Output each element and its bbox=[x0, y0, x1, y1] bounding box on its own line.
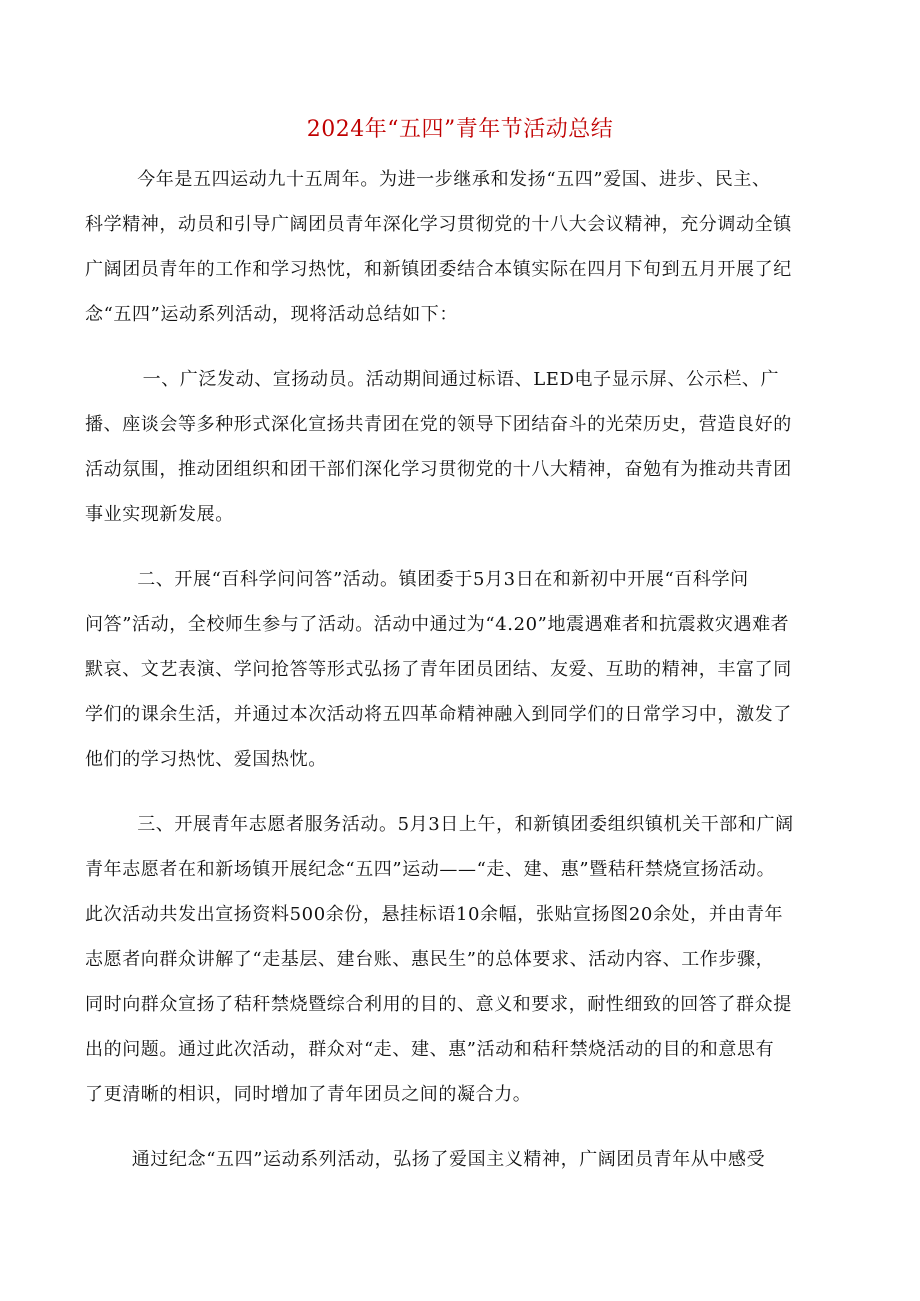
text-line: 学们的课余生活，并通过本次活动将五四革命精神融入到同学们的日常学习中，激发了 bbox=[85, 704, 792, 725]
text-line: 出的问题。通过此次活动，群众对“走、建、惠”活动和秸秆禁烧活动的目的和意思有 bbox=[85, 1039, 775, 1060]
text-line: 此次活动共发出宣扬资料500余份，悬挂标语10余幅，张贴宣扬图20余处，并由青年 bbox=[85, 904, 784, 925]
text-line: 播、座谈会等多种形式深化宣扬共青团在党的领导下团结奋斗的光荣历史，营造良好的 bbox=[85, 414, 792, 435]
text-line: 活动氛围，推动团组织和团干部们深化学习贯彻党的十八大精神，奋勉有为推动共青团 bbox=[85, 459, 792, 480]
text-line: 广阔团员青年的工作和学习热忱，和新镇团委结合本镇实际在四月下旬到五月开展了纪 bbox=[85, 259, 792, 280]
text-line: 志愿者向群众讲解了“走基层、建台账、惠民生”的总体要求、活动内容、工作步骤， bbox=[85, 949, 775, 970]
text-line: 三、开展青年志愿者服务活动。5月3日上午，和新镇团委组织镇机关干部和广阔 bbox=[137, 814, 794, 835]
paragraph-section-2 bbox=[85, 565, 845, 790]
text-line: 问答”活动，全校师生参与了活动。活动中通过为“4.20”地震遇难者和抗震救灾遇难者 bbox=[85, 614, 790, 635]
paragraph-section-1 bbox=[85, 365, 845, 545]
text-line: 事业实现新发展。 bbox=[85, 504, 234, 525]
paragraph-conclusion bbox=[85, 1145, 845, 1190]
text-line: 今年是五四运动九十五周年。为进一步继承和发扬“五四”爱国、进步、民主、 bbox=[137, 169, 771, 190]
paragraph-intro bbox=[85, 165, 845, 345]
text-line: 默哀、文艺表演、学问抢答等形式弘扬了青年团员团结、友爱、互助的精神，丰富了同 bbox=[85, 659, 792, 680]
text-line: 青年志愿者在和新场镇开展纪念“五四”运动——“走、建、惠”暨秸秆禁烧宣扬活动。 bbox=[85, 859, 776, 880]
document-body bbox=[85, 165, 845, 1190]
paragraph-section-3 bbox=[85, 810, 845, 1125]
text-line: 二、开展“百科学问问答”活动。镇团委于5月3日在和新初中开展“百科学问 bbox=[137, 569, 749, 590]
text-line: 一、广泛发动、宣扬动员。活动期间通过标语、LED电子显示屏、公示栏、广 bbox=[142, 369, 780, 390]
text-line: 他们的学习热忱、爱国热忱。 bbox=[85, 749, 327, 770]
text-line: 念“五四”运动系列活动，现将活动总结如下： bbox=[85, 304, 459, 325]
document-title: 2024年“五四”青年节活动总结 bbox=[306, 117, 614, 142]
text-line: 科学精神，动员和引导广阔团员青年深化学习贯彻党的十八大会议精神，充分调动全镇 bbox=[85, 214, 792, 235]
text-line: 同时向群众宣扬了秸秆禁烧暨综合利用的目的、意义和要求，耐性细致的回答了群众提 bbox=[85, 994, 792, 1015]
text-line: 了更清晰的相识，同时增加了青年团员之间的凝合力。 bbox=[85, 1084, 532, 1105]
text-line: 通过纪念“五四”运动系列活动，弘扬了爱国主义精神，广阔团员青年从中感受 bbox=[131, 1149, 766, 1170]
